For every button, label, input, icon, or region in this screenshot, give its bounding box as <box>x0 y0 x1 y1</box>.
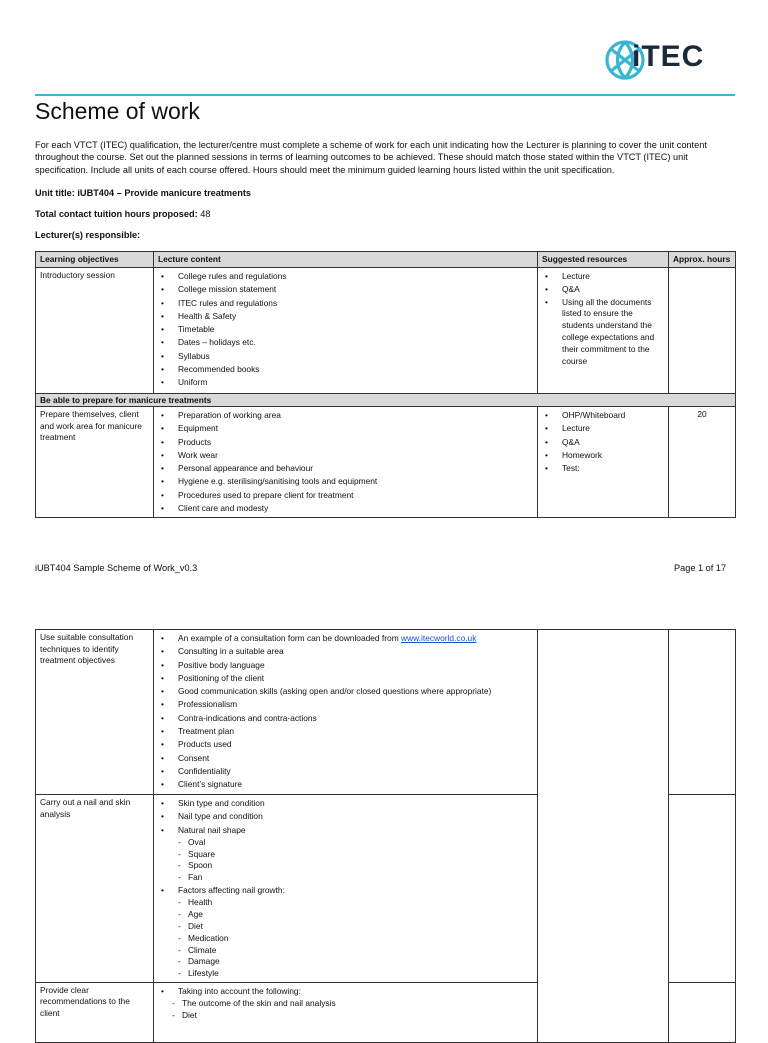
list-item: • Hygiene e.g. sterilising/sanitising tools and equipment <box>158 475 533 488</box>
growth-factor-list <box>158 897 533 980</box>
suggested-resources <box>538 268 669 394</box>
list-item: • OHP/Whiteboard <box>542 409 664 422</box>
list-item: • Q&A <box>542 436 664 449</box>
unit-title-line <box>35 188 251 198</box>
list-item: • Contra-indications and contra-actions <box>158 712 533 725</box>
learning-objective: Introductory session <box>36 268 154 394</box>
list-item: • Equipment <box>158 422 533 435</box>
table-row <box>36 630 736 795</box>
approx-hours: 20 <box>669 407 736 518</box>
list-item: - The outcome of the skin and nail analysis <box>172 998 533 1010</box>
table-header-row <box>36 252 736 268</box>
approx-hours <box>669 630 736 795</box>
list-item: • Taking into account the following: <box>158 985 533 998</box>
intro-paragraph: For each VTCT (ITEC) qualification, the lecturer/centre must complete a scheme of work for each unit indicating how the Lecturer is planning to cover the unit content throughout the course. Set out the planned sessions in terms of learning outcomes to be achieved. These should match those stated within the VTCT (ITEC) unit specification. Include all units of each course offered. Hours should meet the minimum guided learning hours listed within the unit specification. <box>35 140 707 175</box>
list-item: • Q&A <box>542 283 664 296</box>
list-item: • Using all the documents listed to ensure the students understand the college expectations and their commitment to the course <box>542 297 664 368</box>
list-item: • Products used <box>158 738 533 751</box>
list-item: • Work wear <box>158 449 533 462</box>
list-item: • Factors affecting nail growth: <box>158 884 533 897</box>
header-approx-hours: Approx. hours <box>669 252 736 268</box>
list-item: - Diet <box>172 1010 533 1022</box>
list-item: • Test: <box>542 462 664 475</box>
scheme-table <box>35 251 736 518</box>
list-item: - Fan <box>178 872 533 884</box>
lecture-content <box>154 982 538 1042</box>
footer-page-number: Page 1 of 17 <box>674 563 727 573</box>
list-item: • College mission statement <box>158 283 533 296</box>
section-heading: Be able to prepare for manicure treatments <box>36 394 736 407</box>
recommendation-list <box>158 998 533 1022</box>
lecture-content <box>154 268 538 394</box>
nail-shape-list <box>158 837 533 884</box>
list-item: • Client’s signature <box>158 778 533 791</box>
list-item: • Recommended books <box>158 363 533 376</box>
list-item: • Nail type and condition <box>158 810 533 823</box>
approx-hours <box>669 795 736 983</box>
approx-hours <box>669 982 736 1042</box>
unit-title-value: iUBT404 – Provide manicure treatments <box>77 188 251 198</box>
header-lecture-content: Lecture content <box>154 252 538 268</box>
brand-name: iTEC <box>632 40 705 73</box>
list-item: • Natural nail shape <box>158 824 533 837</box>
list-item: - Damage <box>178 956 533 968</box>
learning-objective: Prepare themselves, client and work area for manicure treatment <box>36 407 154 518</box>
list-item: • Lecture <box>542 422 664 435</box>
table-row <box>36 268 736 394</box>
list-item: - Climate <box>178 945 533 957</box>
header-suggested-resources: Suggested resources <box>538 252 669 268</box>
list-item: - Age <box>178 909 533 921</box>
list-item: • Client care and modesty <box>158 502 533 515</box>
contact-hours-value: 48 <box>200 209 211 219</box>
scheme-table-continued <box>35 629 736 1043</box>
approx-hours <box>669 268 736 394</box>
footer-document-name: iUBT404 Sample Scheme of Work_v0.3 <box>35 563 198 573</box>
suggested-resources <box>538 407 669 518</box>
learning-objective: Use suitable consultation techniques to identify treatment objectives <box>36 630 154 795</box>
itecworld-link[interactable]: www.itecworld.co.uk <box>401 633 477 643</box>
page-title: Scheme of work <box>35 98 200 124</box>
suggested-resources <box>538 630 669 1043</box>
list-item: • College rules and regulations <box>158 270 533 283</box>
list-item: - Health <box>178 897 533 909</box>
list-item: • Positive body language <box>158 659 533 672</box>
table-row <box>36 407 736 518</box>
list-item: • ITEC rules and regulations <box>158 297 533 310</box>
list-item: • Confidentiality <box>158 765 533 778</box>
lecture-content <box>154 795 538 983</box>
list-item: • Consent <box>158 752 533 765</box>
list-item: - Square <box>178 849 533 861</box>
list-item: • Skin type and condition <box>158 797 533 810</box>
lecturer-line <box>35 230 140 240</box>
list-item: • Dates – holidays etc. <box>158 336 533 349</box>
list-item: • Good communication skills (asking open and/or closed questions where appropriate) <box>158 685 533 698</box>
list-item: • Timetable <box>158 323 533 336</box>
learning-objective: Provide clear recommendations to the client <box>36 982 154 1042</box>
list-item: • Personal appearance and behaviour <box>158 462 533 475</box>
list-item: • Syllabus <box>158 350 533 363</box>
section-row <box>36 394 736 407</box>
lecture-content <box>154 630 538 795</box>
learning-objective: Carry out a nail and skin analysis <box>36 795 154 983</box>
list-item: • Products <box>158 436 533 449</box>
list-item: • Homework <box>542 449 664 462</box>
list-item: • Procedures used to prepare client for treatment <box>158 489 533 502</box>
header-rule <box>35 94 735 96</box>
list-item: • Professionalism <box>158 698 533 711</box>
list-item: • Uniform <box>158 376 533 389</box>
consultation-form-text: An example of a consultation form can be downloaded from <box>178 633 399 643</box>
contact-hours-line <box>35 209 210 219</box>
list-item: • Consulting in a suitable area <box>158 645 533 658</box>
list-item: • Treatment plan <box>158 725 533 738</box>
unit-title-label: Unit title: <box>35 188 75 198</box>
list-item: • Health & Safety <box>158 310 533 323</box>
list-item: • Preparation of working area <box>158 409 533 422</box>
lecturer-label: Lecturer(s) responsible: <box>35 230 141 240</box>
lecture-content <box>154 407 538 518</box>
list-item: • Lecture <box>542 270 664 283</box>
list-item: - Medication <box>178 933 533 945</box>
list-item: • Positioning of the client <box>158 672 533 685</box>
list-item: - Spoon <box>178 860 533 872</box>
header-learning-objectives: Learning objectives <box>36 252 154 268</box>
contact-hours-label: Total contact tuition hours proposed: <box>35 209 198 219</box>
list-item: - Oval <box>178 837 533 849</box>
list-item <box>158 632 533 645</box>
list-item: - Diet <box>178 921 533 933</box>
list-item: - Lifestyle <box>178 968 533 980</box>
